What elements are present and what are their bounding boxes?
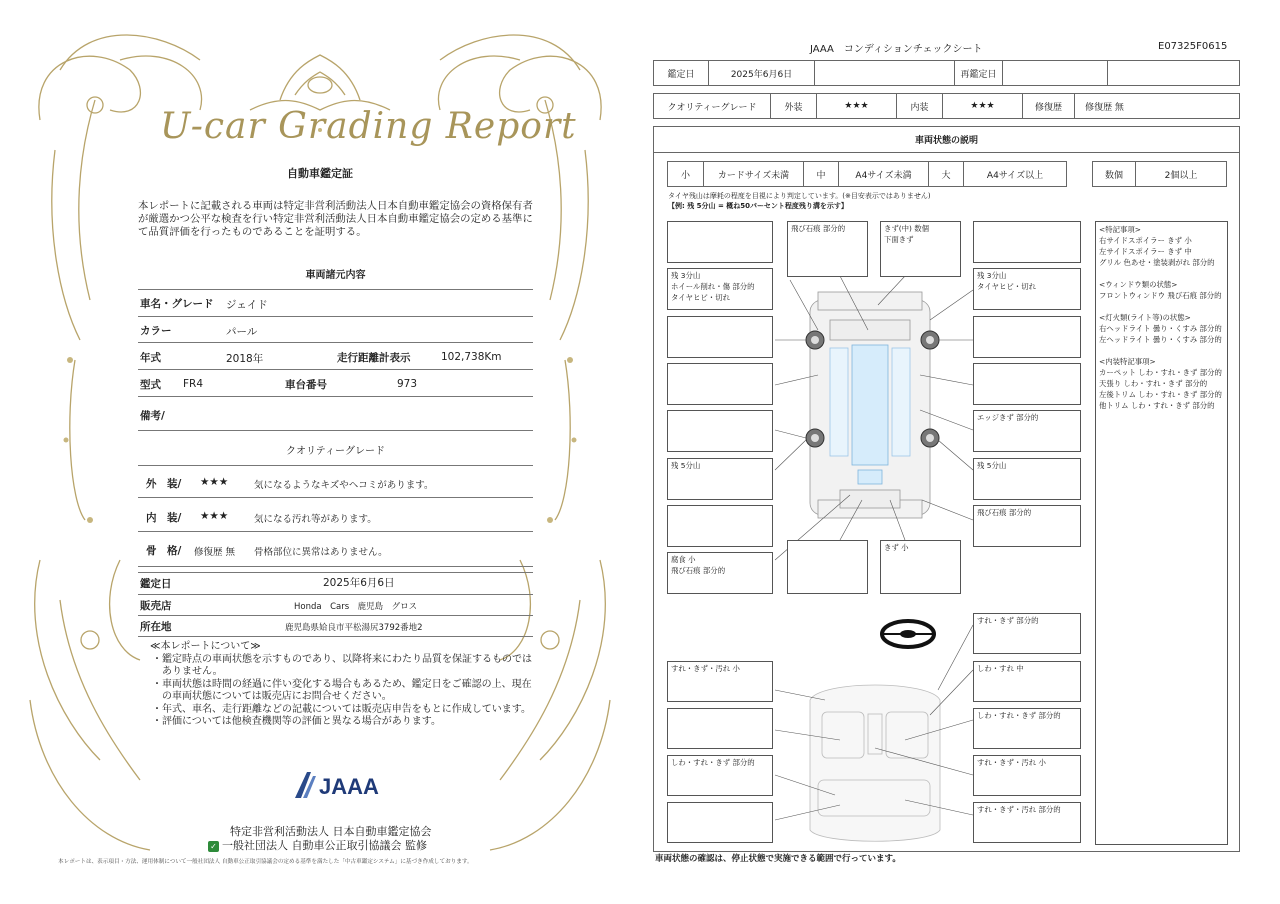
notes-title: ≪本レポートについて≫	[150, 641, 261, 652]
comment-line: 残 5分山	[671, 461, 701, 470]
note-item: ・評価については他検査機関等の評価と異なる場合があります。	[152, 716, 441, 727]
condition-check-sheet	[640, 0, 1280, 904]
count-label: 数個	[1104, 170, 1123, 181]
note-line: 左ヘッドライト 曇り・くすみ 部分的	[1099, 335, 1222, 344]
car-name-label: 車名・グレード	[140, 298, 214, 310]
color-value: パール	[226, 326, 258, 338]
certificate-intro: 本レポートに記載される車両は特定非営利活動法人日本自動車鑑定協会の資格保有者が厳選かつ公平な検査を行い特定非営利活動法人日本自動車鑑定協会の定める基準にて品質評価を行ったものであることを証明する。	[138, 200, 533, 238]
comment-line: すれ・きず・汚れ 小	[671, 664, 740, 673]
note-line: 右ヘッドライト 曇り・くすみ 部分的	[1099, 324, 1222, 333]
int-comment-box	[973, 755, 1081, 796]
appraisal-date-label: 鑑定日	[140, 578, 172, 590]
note-item: ・年式、車名、走行距離などの記載については販売店申告をもとに作成しています。	[152, 703, 531, 715]
note-line: カーペット しわ・すれ・きず 部分的	[1099, 368, 1222, 377]
quality-interior-stars: ★★★	[200, 510, 229, 522]
spacer	[1099, 301, 1224, 312]
note-line: 左後トリム しわ・すれ・きず 部分的	[1099, 390, 1222, 399]
comment-line: ホイール削れ・傷 部分的	[671, 282, 755, 291]
ext-comment-box	[667, 458, 773, 500]
council-logo-icon: ✓	[208, 841, 219, 852]
divider	[138, 497, 533, 498]
note-line: フロントウィンドウ 飛び石痕 部分的	[1099, 291, 1222, 300]
comment-line: 残 3分山	[671, 271, 701, 280]
comment-line: 残 3分山	[977, 271, 1007, 280]
model-label: 型式	[140, 379, 161, 391]
divider	[138, 342, 533, 343]
ext-comment-box	[973, 221, 1081, 263]
chassis-label: 車台番号	[285, 379, 327, 391]
comment-line: 飛び石痕 部分的	[977, 508, 1032, 517]
ext-comment-box	[787, 540, 868, 594]
notes-heading: <内装特記事項>	[1099, 357, 1156, 366]
sheet-title: JAAA コンディションチェックシート	[810, 44, 983, 55]
int-comment-box	[667, 802, 773, 843]
year-value: 2018年	[226, 353, 264, 365]
int-comment-box	[973, 613, 1081, 654]
ext-comment-box	[667, 552, 773, 594]
report-title: U-car Grading Report	[160, 106, 577, 147]
remarks-label: 備考/	[140, 410, 165, 422]
appraisal-date-value: 2025年6月6日	[323, 577, 395, 589]
address-label: 所在地	[140, 621, 172, 633]
note-item: ・車両状態は時間の経過に伴い変化する場合もあるため、鑑定日をご確認の上、現在の車両状態については販売店にお問合せください。	[152, 678, 532, 702]
quality-exterior-label: 外 装/	[146, 478, 182, 490]
size-desc: A4サイズ以上	[963, 162, 1066, 186]
int-comment-box	[973, 708, 1081, 749]
note-line: グリル 色あせ・塗装剥がれ 部分的	[1099, 258, 1215, 267]
address-value: 鹿児島県姶良市平松湯尻3792番地2	[285, 623, 423, 633]
jaaa-logo-mark-icon	[295, 772, 316, 798]
comment-line: すれ・きず 部分的	[977, 616, 1039, 625]
divider	[138, 636, 533, 637]
divider	[138, 396, 533, 397]
special-notes-panel	[1095, 221, 1228, 845]
org-name-jaaa: 特定非営利活動法人 日本自動車鑑定協会	[230, 825, 432, 838]
note-line: 天張り しわ・すれ・きず 部分的	[1099, 379, 1208, 388]
int-stars: ★★★	[942, 94, 1022, 118]
divider	[138, 289, 533, 290]
repair-value: 修復歴 無	[1074, 94, 1134, 118]
notes-heading: <特記事項>	[1099, 225, 1141, 234]
model-value: FR4	[183, 378, 204, 390]
org-name-council	[208, 837, 427, 853]
quality-frame-label: 骨 格/	[146, 545, 182, 557]
ext-comment-box	[667, 505, 773, 547]
int-comment-box	[667, 661, 773, 702]
ext-comment-box	[667, 268, 773, 310]
quality-frame-value: 修復歴 無	[194, 547, 236, 558]
comment-line: 残 5分山	[977, 461, 1007, 470]
note-line: 左サイドスポイラー きず 中	[1099, 247, 1192, 256]
comment-line: きず(中) 数個	[884, 224, 930, 233]
date-value: 2025年6月6日	[708, 61, 814, 85]
ext-comment-box	[667, 221, 773, 263]
comment-line: しわ・すれ・きず 部分的	[671, 758, 755, 767]
year-label: 年式	[140, 352, 161, 364]
ext-comment-box	[973, 458, 1081, 500]
count-value: 2個以上	[1135, 162, 1226, 186]
comment-line: 飛び石痕 部分的	[791, 224, 846, 233]
note-line: 右サイドスポイラー きず 小	[1099, 236, 1192, 245]
dealer-value: Honda Cars 鹿児島 グロス	[294, 602, 418, 612]
int-comment-box	[973, 802, 1081, 843]
comment-line: エッジきず 部分的	[977, 413, 1039, 422]
car-name-value: ジェイド	[226, 299, 268, 311]
comment-line: すれ・きず・汚れ 部分的	[977, 805, 1061, 814]
quality-heading: クオリティーグレード	[286, 446, 385, 457]
ext-stars: ★★★	[816, 94, 896, 118]
notes-heading: <灯火類(ライト等)の状態>	[1099, 313, 1191, 322]
spacer	[1099, 268, 1224, 279]
note-line: 他トリム しわ・すれ・きず 部分的	[1099, 401, 1215, 410]
ext-comment-box	[880, 221, 961, 277]
comment-line: タイヤヒビ・切れ	[671, 293, 730, 302]
ext-comment-box	[667, 410, 773, 452]
ext-comment-box	[667, 316, 773, 358]
divider	[138, 615, 533, 616]
ext-comment-box	[667, 363, 773, 405]
comment-line: すれ・きず・汚れ 小	[977, 758, 1046, 767]
comment-line: 下面きず	[884, 235, 914, 244]
quality-exterior-stars: ★★★	[200, 476, 229, 488]
ext-comment-box	[973, 505, 1081, 547]
ext-comment-box	[787, 221, 868, 277]
reappraisal-label: 再鑑定日	[954, 61, 1002, 85]
jaaa-logo-text: JAAA	[319, 774, 379, 799]
divider	[138, 465, 533, 466]
jaaa-logo	[293, 770, 383, 800]
dealer-label: 販売店	[140, 600, 172, 612]
ext-comment-box	[973, 268, 1081, 310]
steering-wheel-icon	[882, 621, 934, 647]
size-desc: カードサイズ未満	[703, 162, 803, 186]
ext-label: 外装	[770, 94, 816, 118]
size-desc: A4サイズ未満	[838, 162, 928, 186]
size-key: 小	[680, 170, 690, 181]
ext-comment-box	[973, 363, 1081, 405]
grade-label: クオリティーグレード	[667, 102, 757, 113]
comment-line: 腐食 小	[671, 555, 696, 564]
int-comment-box	[973, 661, 1081, 702]
ext-comment-box	[973, 316, 1081, 358]
repair-label: 修復歴	[1022, 94, 1074, 118]
tire-example: 【例: 残 5分山 = 概ね50パーセント程度残り溝を示す】	[668, 202, 848, 210]
ext-comment-box	[973, 410, 1081, 452]
quality-interior-label: 内 装/	[146, 512, 182, 524]
quality-interior-comment: 気になる汚れ等があります。	[254, 514, 377, 525]
divider	[138, 566, 533, 567]
int-comment-box	[667, 708, 773, 749]
bottom-note: 車両状態の確認は、停止状態で実施できる範囲で行っています。	[655, 854, 901, 864]
notes-heading: <ウィンドウ類の状態>	[1099, 280, 1178, 289]
comment-line: きず 小	[884, 543, 909, 552]
sheet-code: E07325F0615	[1158, 41, 1228, 52]
spacer	[1099, 345, 1224, 356]
divider	[138, 430, 533, 431]
date-label: 鑑定日	[667, 69, 695, 80]
divider	[138, 572, 533, 573]
certificate-footnote: 本レポートは、表示項目・方法、運用体制について一般社団法人 自動車公正取引協議会の定める基準を満たした「中古車鑑定システム」に基づき作成しております。	[58, 859, 473, 865]
chassis-value: 973	[397, 378, 418, 390]
divider	[138, 316, 533, 317]
quality-frame-comment: 骨格部位に異常はありません。	[254, 547, 388, 558]
size-key: 中	[803, 162, 838, 186]
spec-heading: 車両諸元内容	[305, 270, 366, 281]
section-title: 車両状態の説明	[653, 127, 1240, 153]
color-label: カラー	[140, 325, 172, 337]
ext-comment-box	[880, 540, 961, 594]
quality-exterior-comment: 気になるようなキズやヘコミがあります。	[254, 480, 434, 491]
mileage-value: 102,738Km	[441, 351, 502, 363]
council-name: 一般社団法人 自動車公正取引協議会 監修	[222, 839, 427, 852]
report-notes	[150, 641, 535, 729]
size-key: 大	[928, 162, 963, 186]
mileage-label: 走行距離計表示	[337, 352, 411, 364]
comment-line: しわ・すれ・きず 部分的	[977, 711, 1061, 720]
divider	[138, 369, 533, 370]
divider	[138, 531, 533, 532]
int-comment-box	[667, 755, 773, 796]
int-label: 内装	[896, 94, 942, 118]
comment-line: 飛び石痕 部分的	[671, 566, 726, 575]
comment-line: しわ・すれ 中	[977, 664, 1024, 673]
comment-line: タイヤヒビ・切れ	[977, 282, 1036, 291]
note-item: ・鑑定時点の車両状態を示すものであり、以降将来にわたり品質を保証するものではありません。	[152, 653, 532, 677]
certificate-subtitle: 自動車鑑定証	[287, 167, 353, 180]
divider	[138, 594, 533, 595]
tire-note: タイヤ残山は摩耗の程度を目視により判定しています。(※目安表示ではありません)	[668, 192, 931, 200]
